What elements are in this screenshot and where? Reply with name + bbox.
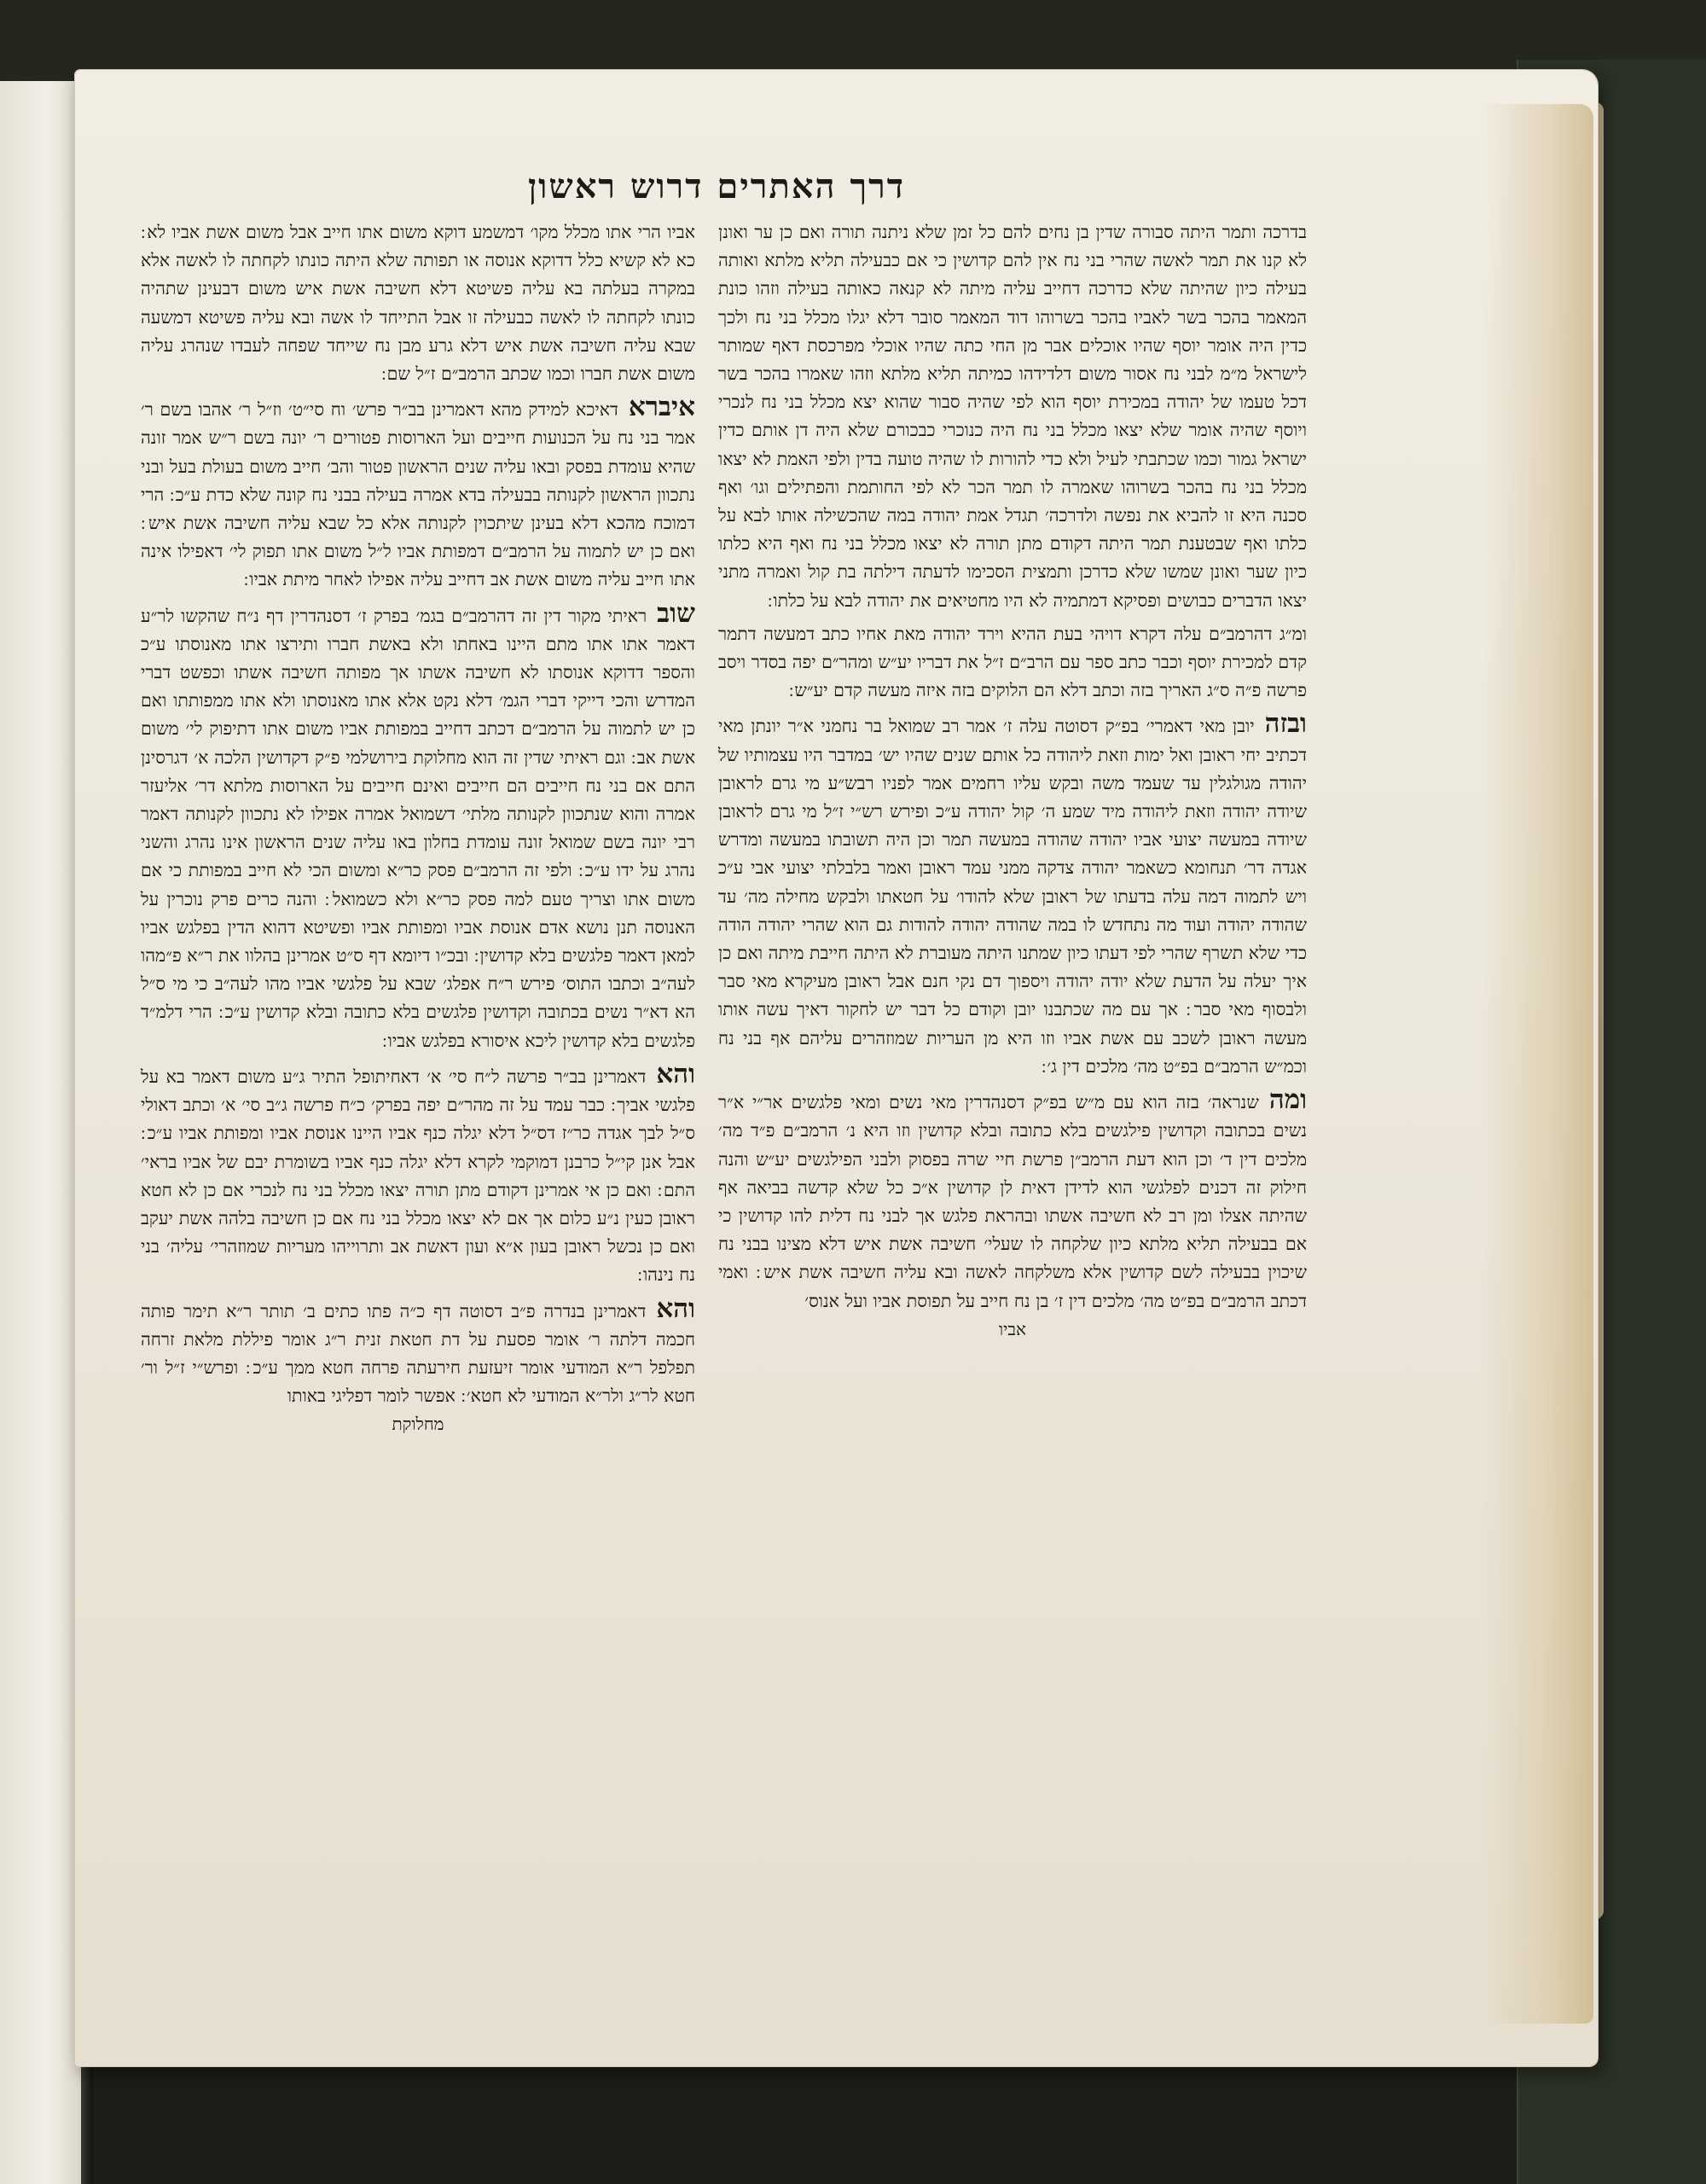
section-lead-word: ומה <box>1268 1084 1307 1116</box>
paragraph: אביו הרי אתו מכלל מקו׳ דמשמע דוקא משום אתו חייב אבל משום אשת אביו לא ׃ כא לא קשיא כלל דדוקא אנוסה או תפותה שלא היתה כונתו לקחתה לו לאשה אלא במקרה בעלתה בא עליה פשיטא דלא חשיבה אשת איש משום דבעינן שתהיה כונתו לקחתה לו לאשה כבעילה זו אבל התייחד לו אשה ובא עליה פשיטא דמשעה שבא עליה חשיבה אשת איש דלא גרע מבן נח שייחד שפחה לעבדו שנהרג עליה משום אשת חברו וכמו שכתב הרמב״ם ז״ל שם ׃ <box>141 222 695 385</box>
paragraph <box>141 1292 695 1411</box>
section-lead-word: והא <box>656 1292 695 1324</box>
section-lead-word: ובזה <box>1264 708 1307 740</box>
left-text-column <box>141 218 695 1959</box>
catchword: מחלוקת <box>392 1414 444 1435</box>
right-text-column <box>718 218 1307 1933</box>
paragraph <box>718 1086 1307 1316</box>
catchword: אביו <box>998 1318 1026 1339</box>
paragraph <box>141 1060 695 1290</box>
paragraph-text: ראיתי מקור דין זה דהרמב״ם בגמ׳ בפרק ז׳ דסנהדרין דף נ״ח שהקשו לר״ע דאמר אתו אתו מתם היינו באחתו ולא באשת חברו ותירצו אתו מאנוסתו ע״כ והספר דדוקא אנוסתו לא חשיבה אשתו אך מפותה חשיבה אשתו וכפשט דברי המדרש והכי דייקי דברי הגמ׳ דלא נקט אלא אתו מאנוסתו ולא אתו ממפותתו ואם כן יש לתמוה על הרמב״ם דכתב דחייב במפותת אביו משום אתו דתיפוק לי׳ משום אשת אב ׃ וגם ראיתי שדין זה הוא מחלוקת בירושלמי פ״ק דקדושין הלכה א׳ דגרסינן התם אם בני נח חייבים הם חייבים ואינם חייבים על הארוסות מלתא דר׳ אליעזר אמרה והוא שנתכוון לקנותה מלתי׳ דשמואל אמרה אפילו לא נתכוון לקנותה דאמר רבי יונה בשם שמואל זונה עומדת בחלון באו עליה שנים הראשון אינו נהרג והשני נהרג על ידו ע״כ ׃ ולפי זה הרמב״ם פסק כר״א ומשום הכי לא חייב במפותת כי אם משום אתו וצריך טעם למה פסק כר״א ולא כשמואל ׃ והנה כרים פרק נוכרין על האנוסה תנן נושא אדם אנוסת אביו ומפותת אביו ופשיטא דהוא הדין בפלגש אביו למאן דאמר פלגשים בלא קדושין ׃ ובכ״ו דיומא דף ס״ט אמרינן בהלוו את ר״א פ״מהו לעה״ב וכתבו התוס׳ פירש ר״ח אפלג׳ שבא על פלגשי אביו מהו לעה״ב כי מי ס״ל הא דא״ר נשים בכתובה וקדושין פלגשים בלא כתובה ובלא קדושין ע״כ ׃ הרי דלמ״ד פלגשים בלא קדושין ליכא איסורא בפלגש אביו ׃ <box>141 605 695 1051</box>
paragraph-text: דאמרינן בנדרה פ״ב דסוטה דף כ״ה פתו כתים ב׳ תותר ר״א תימר פותה חכמה דלתה ר׳ אומר פסעת על דת חטאת זנית ר״ג אומר פיללת מלאת זרחה תפלפל ר״א המודעי אומר זיעזעת חירעתה פרחה חטא ממך ע״כ ׃ ופרש״י ז״ל ור׳ חטא לר״ג ולר״א המודעי לא חטא׳ ׃ אפשר לומר דפליגי באותו <box>141 1300 695 1407</box>
running-header: דרך האתרים דרוש ראשון <box>527 166 906 206</box>
page-stain <box>1483 104 1593 2024</box>
section-lead-word: שוב <box>657 597 695 629</box>
section-lead-word: איברא <box>628 392 695 423</box>
left-facing-page-edge <box>0 81 83 2184</box>
paragraph <box>141 597 695 1055</box>
paragraph: בדרכה ותמר היתה סבורה שדין בן נחים להם כל זמן שלא ניתנה תורה ואם כן ער ואונן לא קנו את תמר לאשה שהרי בני נח אין להם קדושין כי אם כבעילה תליא מלתא ואותה בעילה כיון שהיתה שלא כדרכה דחייב עליה מיתה לא קנאה כאותה בעילה וזהו כונת המאמר בהכר בשר לאביו בהכר בשרוהו דוד המאמר סובר דלא יגלו מכלל בני נח ולכך כדין היה אומר יוסף שהיו אוכלים אבר מן החי כתה שהיו אוכלי מפרכסת דאף שמותר לישראל מ״מ לבני נח אסור משום דלדידהו כמיתה תליא מלתא וזהו שאמרו בהכר בשר דכל טעמו של יהודה במכירת יוסף הוא לפי שהיה סבור שהוא יצא מכלל בני נח לנכרי ויוסף שהיה אומר שלא יצאו מכלל בני נח היה כנוכרי כבכורם שלא היה דן אותם כדין ישראל גמור וכמו שכתבתי לעיל ולא כדי להורות לו שהיה טועה בדין ולפי האמת לא יצאו מכלל בני נח בהכר בשרוהו שאמרה לו תמר הכר לא לפי החותמת והפתילים וגו׳ ואף סכנה היא זו להביא את נפשה ולדרכה׳ תגדל אמת יהודה במה שהכשילה אותו לבא על כלתו ואף שבטענת תמר היתה דקודם מתן תורה לא יצאו מכלל בני נח ואף היא כלתו כיון שער ואונן שמשו שלא כדרכן ותמצית הסכימו לדעתה דילתה בת קול ואמרה מתני יצאו הדברים כבושים ופסיקא דמתמיה לא היו מחטיאים את יהודה לבא על כלתו ׃ <box>718 222 1307 611</box>
paragraph <box>718 710 1307 1081</box>
paragraph-text: דאיכא למידק מהא דאמרינן בב״ר פרש׳ וח סי״ט׳ וז״ל ר׳ אהבו בשם ר׳ אמר בני נח על הכנועות חייבים ועל הארוסות פטורים ר׳ יונה בשם ר״ש אמר זונה שהיא עומדת בפסק ובאו עליה שנים הראשון פטור והב׳ חייב משום בעולת בעל ובני נתכוון הראשון לקנותה בבעילה בדא אמרה בעילה בבני נח קונה שלא כדת ע״כ ׃ הרי דמוכח מהכא דלא בעינן שיתכוין לקנותה אלא כל שבא עליה חשיבה אשת איש ׃ ואם כן יש לתמוה על הרמב״ם דמפותת אביו ל״ל משום אתו תפוק לי׳ דאפילו אינה אתו חייב עליה משום אשת אב דחייב עליה אפילו לאחר מיתת אביו ׃ <box>141 399 695 590</box>
paragraph-text: שנראה׳ בזה הוא עם מ״ש בפ״ק דסנהדרין מאי נשים ומאי פלגשים אר״י א״ר נשים בכתובה וקדושין פילגשים בלא כתובה ובלא קדושין וזו היא נ׳ הרמב״ם פ״ד מה׳ מלכים דין ד׳ וכן הוא דעת הרמב״ן פרשת חיי שרה בפסוק ולבני הפילגשים יע״ש והנה חילוק זה דכנים לפלגשי הוא לדידן דאית לן קדושין א״כ כל שלא קדשה בביאה אף שהיתה אצלו ומן רב לא חשיבה אשתו ובהראת פלגש אך לבני נח דלית להו קדושין כי אם בבעילה תליא מלתא כיון שלקחה לו שעלי׳ חשיבה אשת איש דלא מצינו בבני נח שיכוין בבעילה לשם קדושין אלא משלקחה לאשה ובא עליה חשיבה אשת איש ׃ ואמי דכתב הרמב״ם בפ״ט מה׳ מלכים דין ז׳ בן נח חייב על תפוסת אביו ועל אנוס׳ <box>718 1092 1307 1311</box>
paragraph-text: יובן מאי דאמרי׳ בפ״ק דסוטה עלה ז׳ אמר רב שמואל בר נחמני א״ר יונתן מאי דכתיב יחי ראובן ואל ימות וזאת ליהודה כל אותם שנים שהיו יש׳ במדבר היו עצמותיו של יהודה מגולגלין עד שעמד משה ובקש עליו רחמים אמר לפניו רבש״ע מי גרם לראובן שיודה יהודה וזאת ליהודה מיד שמע ה׳ קול יהודה ע״כ ופירש רש״י ז״ל מי גרם לראובן שיודה במעשה יצועי אביו יהודה שהודה במעשה תמר וכן היה תשובתו במעשה ומדרש אגדה דר׳ תנחומא כשאמר יהודה צדקה ממני עמד ראובן ואמר בלבלתי יצועי אבי ע״כ ויש לתמוה דמה עלה בדעתו של ראובן שלא להודו׳ על חטאתו ולבקש מחילה מה׳ עד שהודה יהודה ועוד מה נתחדש לו במה שהודה יהודה להודות גם הוא שהרי יהודה הודה כדי שלא תשרף שהרי לפי דעתו כיון שמתנו היתה מעוברת לא היתה חייבת מיתה ואם כן איך יעלה על הדעת שלא יודה יהודה ויספוך דם נקי חנם אבל ראובן מעיקרא מאי סבר ולבסוף מאי סבר ׃ אך עם מה שכתבנו יובן וקודם כל דבר יש לחקור דאיך עשה אותו מעשה ראובן לשכב עם אשת אביו וזו היא מן העריות שמוזהרים עליהם אף בני נח וכמ״ש הרמב״ם בפ״ט מה׳ מלכים דין ג׳ ׃ <box>718 716 1308 1077</box>
section-lead-word: והא <box>656 1058 695 1089</box>
paragraph-text: דאמרינן בב״ר פרשה ל״ח סי׳ א׳ דאחיתופל התיר ג״ע משום דאמר בא על פלגשי אביך ׃ כבר עמד על זה מהר״ם יפה בפרק׳ כ״ח פרשה ג״ב סי׳ א׳ וכתב דאולי ס״ל לבך אגדה כר״ז דס״ל דלא יגלה כנף אביו היינו אנוסת אביו ומפותת אביו ע״כ ׃ אבל אנן קי״ל כרבנן דמוקמי לקרא דלא יגלה כנף אביו בשומרת יבם של אביו בראי׳ התם ׃ ואם כן אי אמרינן דקודם מתן תורה יצאו מכלל בני נח לנכרי אם כן לא חטא ראובן כעין נ״ע כלום אך אם לא יצאו מכלל בני נח אם כן חשיבה בלהה אשת יעקב ואם כן נכשל ראובן בעון א״א ועון דאשת אב ותרוייהו מעריות שמוזהרי׳ עליה׳ בני נח נינהו ׃ <box>141 1066 695 1286</box>
paragraph: ומ״ג דהרמב״ם עלה דקרא דויהי בעת ההיא וירד יהודה מאת אחיו כתב דמעשה דתמר קדם למכירת יוסף וכבר כתב ספר עם הרב״ם ז״ל את דבריו יע״ש ומהר״ם יפה בסדר ויסב פרשה פ״ה ס״ג האריך בזה וכתב דלא הם הלוקים בזה איזה מעשה קדם יע״ש ׃ <box>718 623 1307 701</box>
paragraph <box>141 393 695 594</box>
